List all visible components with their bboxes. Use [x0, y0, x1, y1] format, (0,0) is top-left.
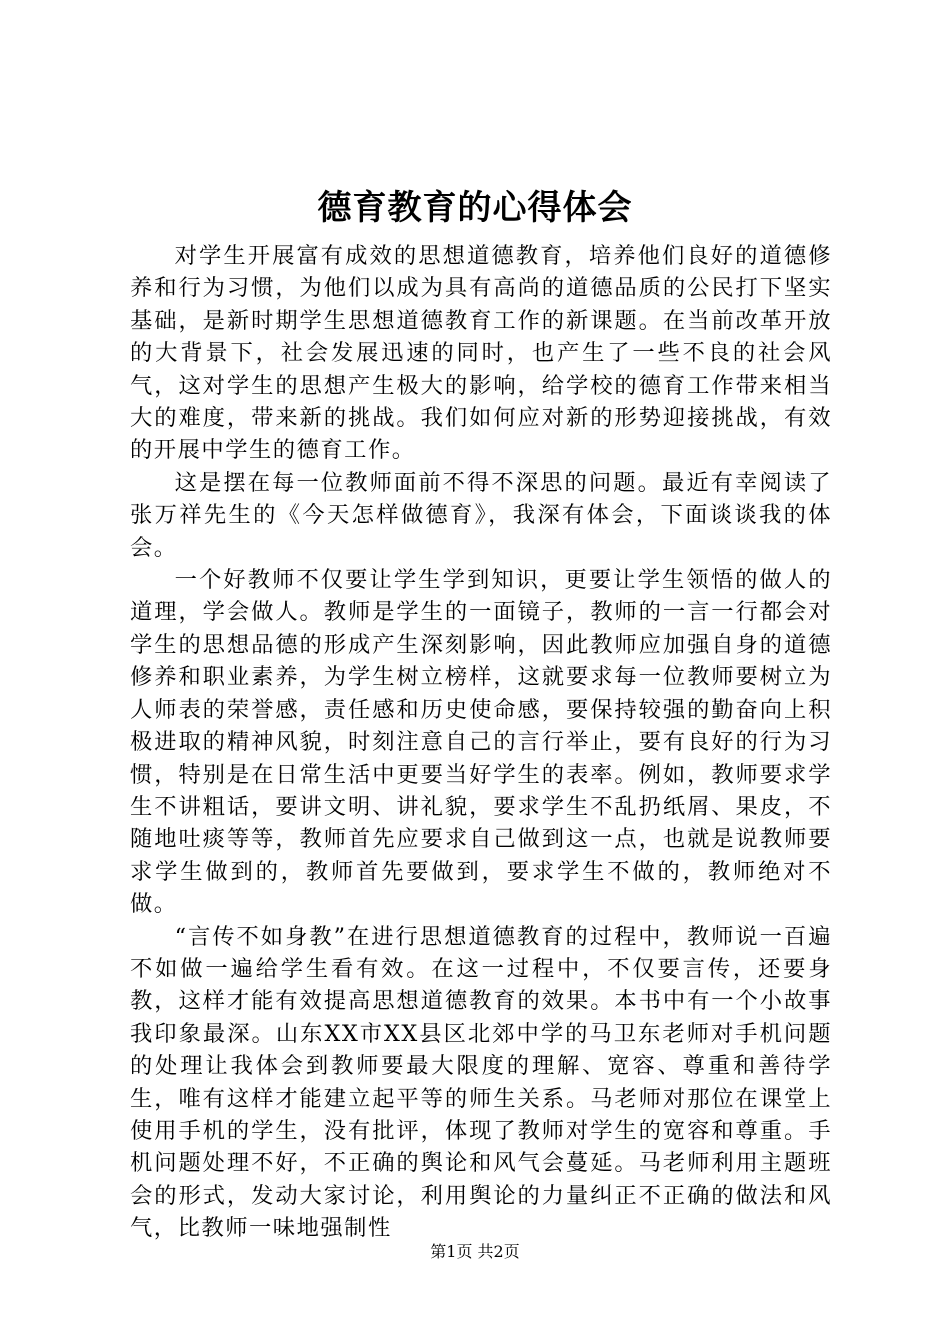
paragraph-1: 对学生开展富有成效的思想道德教育，培养他们良好的道德修养和行为习惯，为他们以成为具有高尚的道德品质的公民打下坚实基础，是新时期学生思想道德教育工作的新课题。在当前改革开放的大背景下，社会发展迅速的同时，也产生了一些不良的社会风气，这对学生的思想产生极大的影响，给学校的德育工作带来相当大的难度，带来新的挑战。我们如何应对新的形势迎接挑战，有效的开展中学生的德育工作。: [130, 243, 832, 464]
paragraph-3: 一个好教师不仅要让学生学到知识，更要让学生领悟的做人的道理，学会做人。教师是学生的一面镜子，教师的一言一行都会对学生的思想品德的形成产生深刻影响，因此教师应加强自身的道德修养和职业素养，为学生树立榜样，这就要求每一位教师要树立为人师表的荣誉感，责任感和历史使命感，要保持较强的勤奋向上积极进取的精神风貌，时刻注意自己的言行举止，要有良好的行为习惯，特别是在日常生活中更要当好学生的表率。例如，教师要求学生不讲粗话，要讲文明、讲礼貌，要求学生不乱扔纸屑、果皮，不随地吐痰等等，教师首先应要求自己做到这一点，也就是说教师要求学生做到的，教师首先要做到，要求学生不做的，教师绝对不做。: [130, 567, 832, 918]
page-number-footer: 第1页 共2页: [430, 1242, 520, 1261]
document-body: [130, 240, 832, 1245]
paragraph-4: “言传不如身教”在进行思想道德教育的过程中，教师说一百遍不如做一遍给学生看有效。在这一过程中，不仅要言传，还要身教，这样才能有效提高思想道德教育的效果。本书中有一个小故事我印象最深。山东XX市XX县区北郊中学的马卫东老师对手机问题的处理让我体会到教师要最大限度的理解、宽容、尊重和善待学生，唯有这样才能建立起平等的师生关系。马老师对那位在课堂上使用手机的学生，没有批评，体现了教师对学生的宽容和尊重。手机问题处理不好，不正确的舆论和风气会蔓延。马老师利用主题班会的形式，发动大家讨论，利用舆论的力量纠正不正确的做法和风气，比教师一味地强制性: [130, 923, 832, 1242]
paragraph-2: 这是摆在每一位教师面前不得不深思的问题。最近有幸阅读了张万祥先生的《今天怎样做德育》，我深有体会，下面谈谈我的体会。: [130, 469, 832, 561]
document-title: 德育教育的心得体会: [317, 188, 633, 228]
